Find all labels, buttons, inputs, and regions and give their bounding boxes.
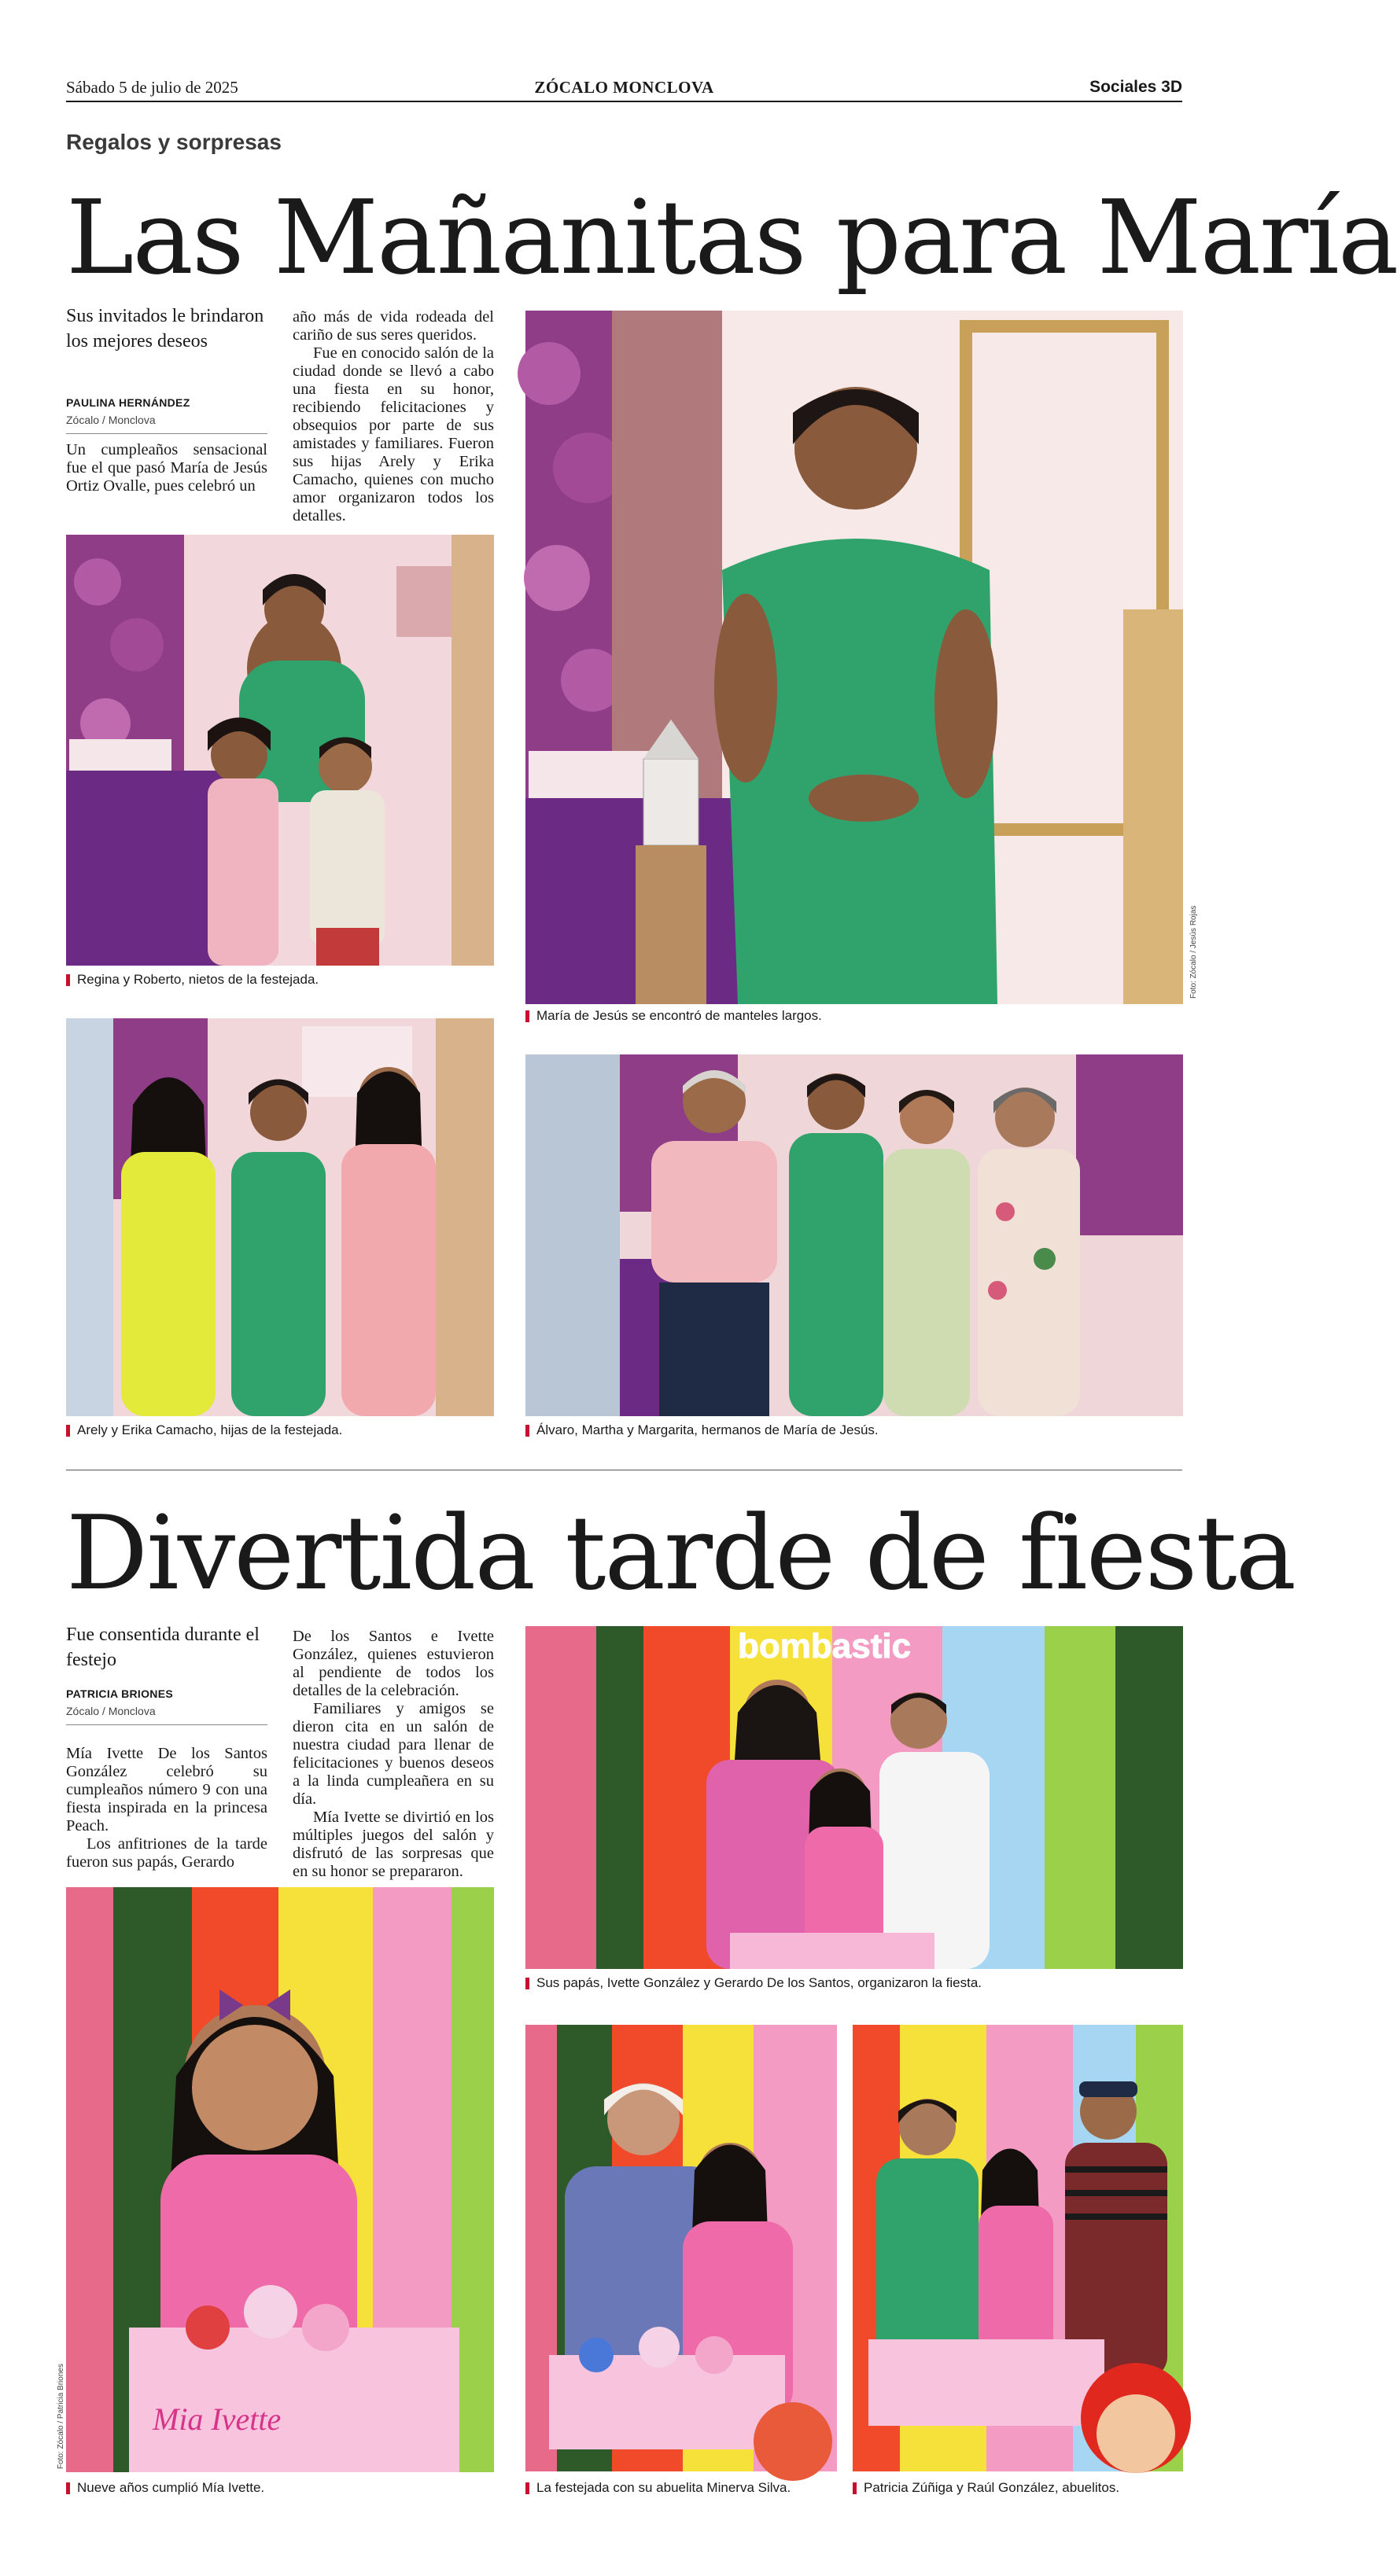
story2-column-2	[293, 1628, 494, 1881]
story2-paragraph: Familiares y amigos se dieron cita en un salón de nuestra ciudad para llenar de felicitaciones y buenos deseos a la linda cumpleañera en su día.	[293, 1700, 494, 1808]
story2-city: Zócalo / Monclova	[66, 1705, 156, 1717]
photo-grandma	[525, 2025, 837, 2471]
story2-paragraph: Los anfitriones de la tarde fueron sus papás, Gerardo	[66, 1835, 267, 1871]
photo-main-portrait	[525, 311, 1183, 1004]
story1-deck: Sus invitados le brindaron los mejores deseos	[66, 306, 264, 351]
newspaper-name: ZÓCALO MONCLOVA	[534, 78, 714, 97]
story2-byline-rule	[66, 1724, 267, 1725]
photo-siblings	[525, 1054, 1183, 1416]
story1-author: PAULINA HERNÁNDEZ	[66, 396, 190, 409]
header-rule	[66, 101, 1182, 102]
caption-marker	[66, 2482, 70, 2494]
story2-author: PATRICIA BRIONES	[66, 1687, 173, 1700]
caption-marker	[525, 1425, 529, 1437]
story1-column-2	[293, 308, 494, 525]
cake-inscription: Mia Ivette	[153, 2401, 282, 2437]
caption-daughters	[66, 1422, 342, 1438]
caption-siblings	[525, 1422, 879, 1438]
caption-text: Nueve años cumplió Mía Ivette.	[77, 2480, 265, 2495]
story1-headline: Las Mañanitas para María	[66, 178, 1397, 297]
photo-parents	[525, 1626, 1183, 1969]
story2-headline: Divertida tarde de fiesta	[66, 1493, 1296, 1613]
caption-text: María de Jesús se encontró de manteles largos.	[536, 1008, 822, 1023]
caption-text: Patricia Zúñiga y Raúl González, abuelitos.	[864, 2480, 1120, 2495]
story2-paragraph: Mía Ivette se divirtió en los múltiples juegos del salón y disfrutó de las sorpresas que en su honor se prepararon.	[293, 1809, 494, 1880]
story1-column-1	[66, 441, 267, 495]
story1-paragraph: Fue en conocido salón de la ciudad donde se llevó a cabo una fiesta en su honor, recibiendo felicitaciones y obsequios por parte de sus amistades y familiares. Fueron sus hijas Arely y Erika Camacho, quienes con mucho amor organizaron todos los detalles.	[293, 344, 494, 524]
caption-marker	[66, 1425, 70, 1437]
caption-marker	[66, 974, 70, 986]
photo-credit: Foto: Zócalo / Patricia Briones	[57, 2364, 65, 2469]
caption-parents	[525, 1975, 982, 1991]
caption-grandchildren	[66, 972, 319, 988]
caption-marker	[525, 1978, 529, 1989]
photo-credit: Foto: Zócalo / Jesús Rojas	[1189, 905, 1198, 999]
story2-column-1	[66, 1745, 267, 1871]
story1-kicker: Regalos y sorpresas	[66, 130, 282, 154]
story1-byline-rule	[66, 433, 267, 434]
story2-paragraph: Mía Ivette De los Santos González celebró su cumpleaños número 9 con una fiesta inspirada en la princesa Peach.	[66, 1745, 267, 1834]
caption-marker	[853, 2482, 857, 2494]
caption-text: Sus papás, Ivette González y Gerardo De los Santos, organizaron la fiesta.	[536, 1975, 982, 1990]
caption-marker	[525, 1010, 529, 1022]
story1-paragraph: año más de vida rodeada del cariño de sus seres queridos.	[293, 308, 494, 344]
neon-sign: bombastic	[738, 1627, 912, 1665]
section-label: Sociales 3D	[1089, 78, 1182, 96]
caption-marker	[525, 2482, 529, 2494]
story1-lead: Un cumpleaños sensacional fue el que pasó María de Jesús Ortiz Ovalle, pues celebró un	[66, 441, 267, 495]
caption-birthday-girl	[66, 2480, 264, 2496]
photo-grandparents	[853, 2025, 1183, 2471]
story2-paragraph: De los Santos e Ivette González, quienes estuvieron al pendiente de todos los detalles de la celebración.	[293, 1628, 494, 1699]
caption-grandma	[525, 2480, 791, 2496]
photo-birthday-girl	[66, 1887, 494, 2472]
caption-text: Álvaro, Martha y Margarita, hermanos de María de Jesús.	[536, 1422, 879, 1437]
caption-text: Arely y Erika Camacho, hijas de la festejada.	[77, 1422, 343, 1437]
story2-deck: Fue consentida durante el festejo	[66, 1625, 260, 1670]
story1-city: Zócalo / Monclova	[66, 414, 156, 426]
caption-grandparents	[853, 2480, 1119, 2496]
caption-text: Regina y Roberto, nietos de la festejada.	[77, 972, 319, 987]
caption-text: La festejada con su abuelita Minerva Silva.	[536, 2480, 791, 2495]
photo-grandchildren	[66, 535, 494, 966]
photo-daughters	[66, 1018, 494, 1416]
caption-main-portrait	[525, 1008, 822, 1024]
issue-date: Sábado 5 de julio de 2025	[66, 78, 238, 97]
